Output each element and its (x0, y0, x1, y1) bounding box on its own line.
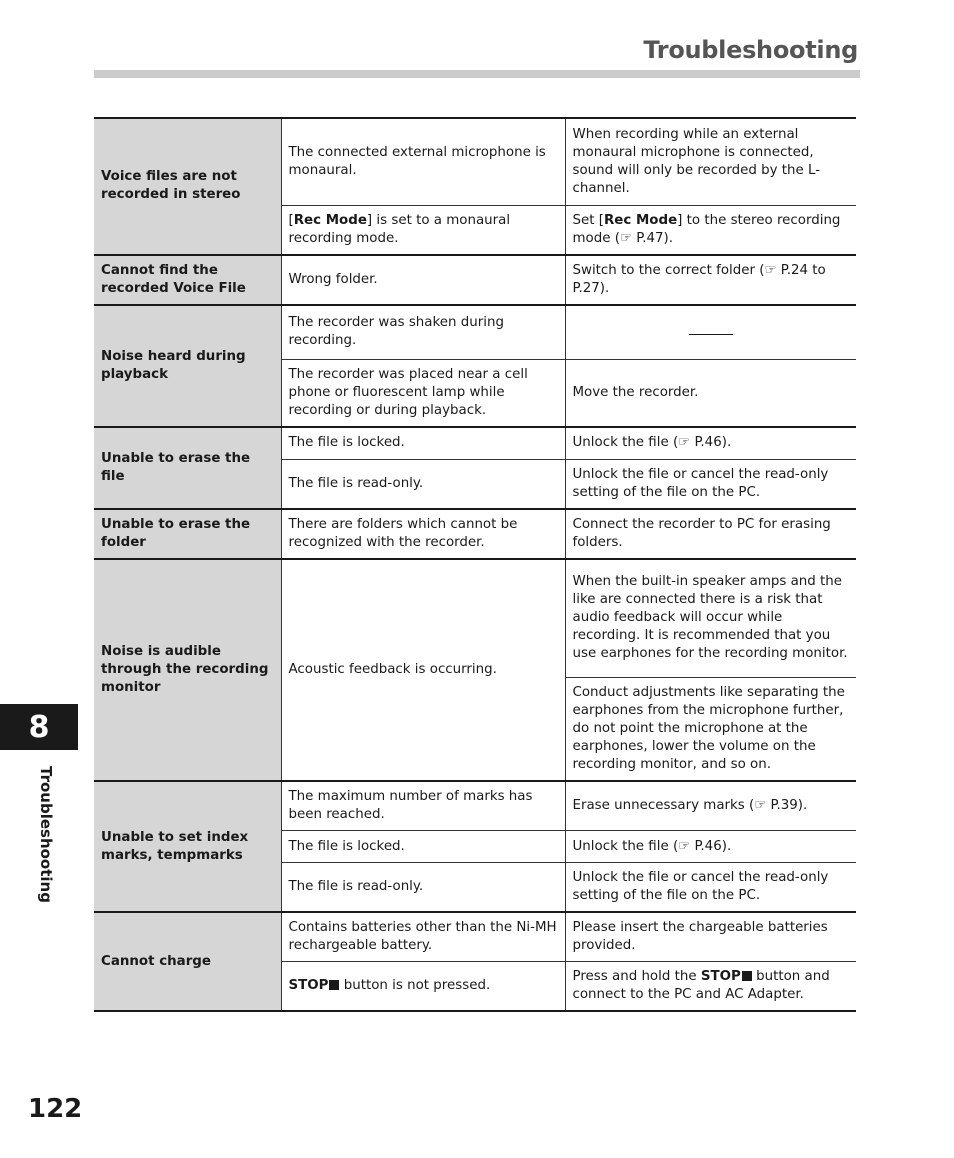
empty-dash (573, 323, 850, 341)
page-number: 122 (28, 1094, 83, 1124)
cause-cell: Wrong folder. (281, 255, 565, 305)
problem-cell: Noise is audible through the recording monitor (94, 559, 281, 782)
table-row (94, 118, 856, 205)
action-cell: Unlock the file or cancel the read-only setting of the file on the PC. (565, 459, 856, 509)
cause-cell: The maximum number of marks has been reached. (281, 781, 565, 831)
cause-cell: The file is read-only. (281, 863, 565, 913)
table-row (94, 255, 856, 305)
action-cell: Unlock the file or cancel the read-only setting of the file on the PC. (565, 863, 856, 913)
problem-cell: Unable to erase the file (94, 427, 281, 509)
action-cell: When recording while an external monaural microphone is connected, sound will only be recorded by the L-channel. (565, 118, 856, 205)
cause-cell: The file is locked. (281, 831, 565, 863)
problem-cell: Cannot charge (94, 912, 281, 1011)
cause-cell: The connected external microphone is monaural. (281, 118, 565, 205)
cause-cell: There are folders which cannot be recognized with the recorder. (281, 509, 565, 559)
problem-cell: Unable to set index marks, tempmarks (94, 781, 281, 912)
action-cell (565, 305, 856, 360)
stop-square-icon (329, 980, 339, 990)
cause-cell: The recorder was shaken during recording. (281, 305, 565, 360)
chapter-label: Troubleshooting (37, 766, 55, 903)
cause-cell: Contains batteries other than the Ni-MH rechargeable battery. (281, 912, 565, 962)
page-title: Troubleshooting (643, 36, 858, 64)
action-cell: When the built-in speaker amps and the like are connected there is a risk that audio feedback will occur while recording. It is recommended that you use earphones for the recording monitor. (565, 559, 856, 678)
action-cell: Set [Rec Mode] to the stereo recording mode (☞ P.47). (565, 205, 856, 255)
action-cell: Please insert the chargeable batteries provided. (565, 912, 856, 962)
cause-cell: STOP button is not pressed. (281, 962, 565, 1012)
table-row (94, 912, 856, 962)
action-cell: Erase unnecessary marks (☞ P.39). (565, 781, 856, 831)
problem-cell: Cannot find the recorded Voice File (94, 255, 281, 305)
problem-cell: Unable to erase the folder (94, 509, 281, 559)
action-cell: Conduct adjustments like separating the earphones from the microphone further, do not point the microphone at the earphones, lower the volume on the recording monitor, and so on. (565, 678, 856, 782)
problem-cell: Noise heard during playback (94, 305, 281, 428)
cause-cell: The recorder was placed near a cell phone or fluorescent lamp while recording or during playback. (281, 360, 565, 428)
stop-square-icon (742, 971, 752, 981)
troubleshooting-table (94, 117, 856, 1012)
table-row (94, 509, 856, 559)
action-cell: Unlock the file (☞ P.46). (565, 831, 856, 863)
cause-cell: [Rec Mode] is set to a monaural recording mode. (281, 205, 565, 255)
action-cell: Unlock the file (☞ P.46). (565, 427, 856, 459)
action-cell: Switch to the correct folder (☞ P.24 to P.27). (565, 255, 856, 305)
table-row (94, 305, 856, 360)
action-cell: Move the recorder. (565, 360, 856, 428)
table-row (94, 559, 856, 678)
problem-cell: Voice files are not recorded in stereo (94, 118, 281, 255)
cause-cell: The file is locked. (281, 427, 565, 459)
table-row (94, 781, 856, 831)
table-row (94, 427, 856, 459)
chapter-number-tab: 8 (0, 704, 78, 750)
action-cell: Press and hold the STOP button and connect to the PC and AC Adapter. (565, 962, 856, 1012)
cause-cell: Acoustic feedback is occurring. (281, 559, 565, 782)
cause-cell: The file is read-only. (281, 459, 565, 509)
title-rule (94, 70, 860, 78)
action-cell: Connect the recorder to PC for erasing folders. (565, 509, 856, 559)
